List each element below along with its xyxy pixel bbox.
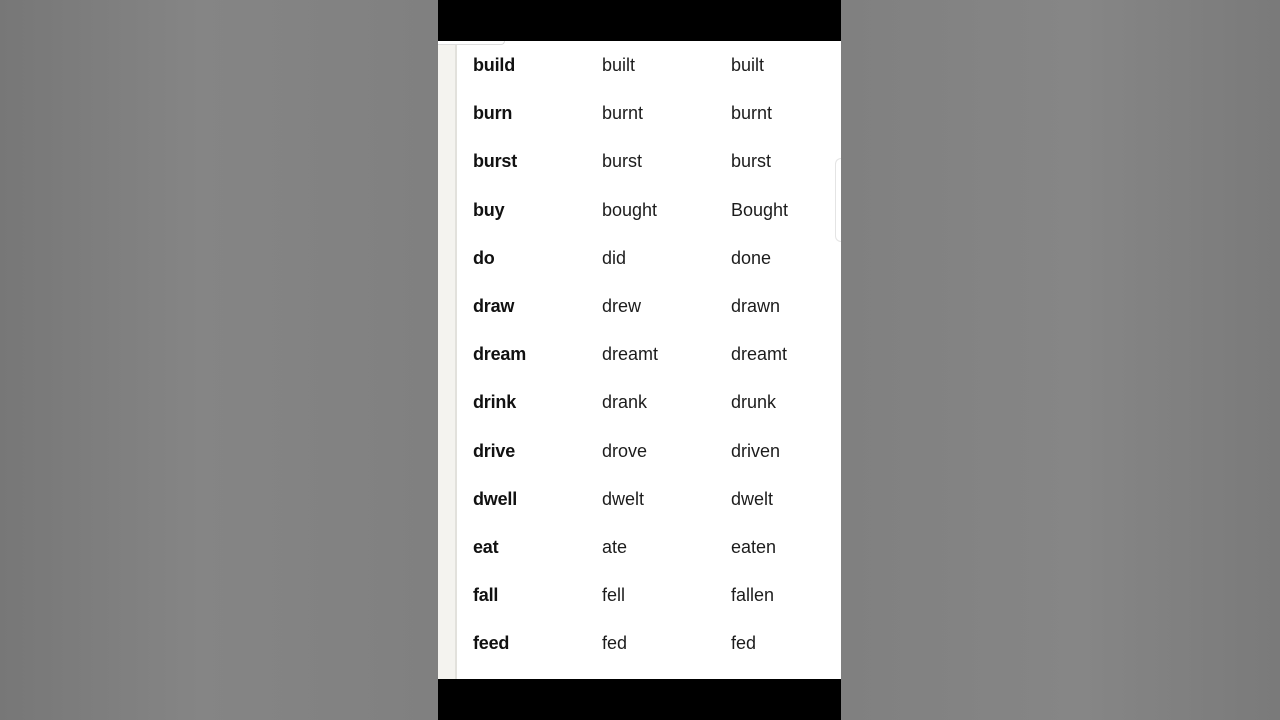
past-simple: did	[602, 247, 627, 268]
past-participle: burnt	[731, 103, 773, 124]
past-simple: drew	[602, 295, 642, 316]
past-participle: dwelt	[731, 488, 774, 509]
past-participle: done	[731, 247, 772, 268]
table-row	[473, 427, 838, 475]
past-simple: dwelt	[602, 488, 645, 509]
base-form: feed	[473, 633, 510, 654]
table-row	[473, 378, 838, 426]
past-participle: fallen	[731, 585, 775, 606]
base-form: burn	[473, 103, 513, 124]
base-form: buy	[473, 199, 505, 220]
table-row	[473, 475, 838, 523]
past-participle: eaten	[731, 536, 777, 557]
base-form: draw	[473, 295, 515, 316]
table-row	[473, 571, 838, 619]
past-simple: ate	[602, 536, 628, 557]
base-form: dream	[473, 344, 527, 365]
past-participle: drunk	[731, 392, 777, 413]
table-row	[473, 41, 838, 89]
past-participle: fed	[731, 633, 757, 654]
irregular-verbs-table	[473, 41, 838, 667]
past-participle: driven	[731, 440, 781, 461]
table-row	[473, 186, 838, 234]
base-form: drink	[473, 392, 517, 413]
document-view[interactable]	[438, 41, 841, 679]
past-simple: dreamt	[602, 344, 659, 365]
past-simple: bought	[602, 199, 658, 220]
past-participle: Bought	[731, 199, 789, 220]
past-participle: burst	[731, 151, 772, 172]
past-simple: drank	[602, 392, 648, 413]
left-margin-rail	[438, 41, 457, 679]
base-form: dwell	[473, 488, 518, 509]
table-row	[473, 523, 838, 571]
past-participle: dreamt	[731, 344, 788, 365]
phone-screen-frame	[438, 0, 841, 720]
table-row	[473, 619, 838, 667]
table-row	[473, 282, 838, 330]
base-form: build	[473, 55, 515, 75]
base-form: drive	[473, 440, 516, 461]
past-simple: burnt	[602, 103, 644, 124]
past-participle: built	[731, 55, 765, 75]
past-simple: built	[602, 55, 636, 75]
base-form: do	[473, 247, 495, 268]
base-form: burst	[473, 151, 518, 172]
table-row	[473, 89, 838, 137]
table-row	[473, 330, 838, 378]
base-form: eat	[473, 536, 499, 557]
table-row	[473, 137, 838, 185]
past-simple: fed	[602, 633, 628, 654]
table-row	[473, 234, 838, 282]
past-simple: drove	[602, 440, 648, 461]
past-simple: burst	[602, 151, 643, 172]
base-form: fall	[473, 585, 499, 606]
past-simple: fell	[602, 585, 626, 606]
past-participle: drawn	[731, 295, 781, 316]
